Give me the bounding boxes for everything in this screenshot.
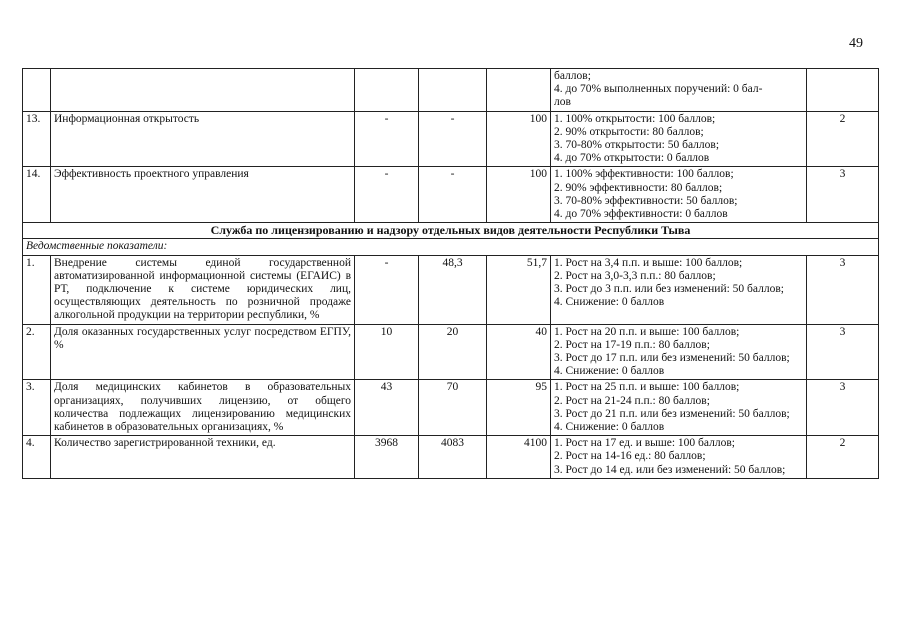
row-number: 1. (23, 255, 51, 324)
subsection-title: Ведомственные показатели: (23, 239, 879, 255)
value-3 (487, 69, 551, 112)
indicator-name: Количество зарегистрированной техники, ед. (51, 436, 355, 479)
criteria-line: 1. Рост на 17 ед. и выше: 100 баллов; (554, 437, 735, 450)
criteria-line: 4. до 70% открытости: 0 баллов (554, 152, 710, 165)
weight-value: 3 (807, 167, 879, 223)
criteria-line: 3. Рост до 14 ед. или без изменений: 50 баллов; (554, 463, 786, 476)
section-title: Служба по лицензированию и надзору отдельных видов деятельности Республики Тыва (23, 223, 879, 239)
indicator-name: Эффективность проектного управления (51, 167, 355, 223)
table-row (23, 167, 879, 223)
criteria (551, 255, 807, 324)
row-number: 4. (23, 436, 51, 479)
value-3: 40 (487, 324, 551, 380)
value-2 (419, 69, 487, 112)
criteria (551, 324, 807, 380)
value-2: 48,3 (419, 255, 487, 324)
criteria (551, 380, 807, 436)
indicators-table (22, 68, 879, 479)
criteria-line: лов (554, 96, 571, 109)
criteria-line: баллов; (554, 70, 591, 82)
value-1: - (355, 111, 419, 167)
criteria (551, 69, 807, 112)
criteria-line: 2. Рост на 17-19 п.п.: 80 баллов; (554, 338, 710, 351)
table-row (23, 69, 879, 112)
criteria-line: 3. 70-80% открытости: 50 баллов; (554, 139, 720, 152)
value-2: - (419, 111, 487, 167)
criteria-line: 2. Рост на 3,0-3,3 п.п.: 80 баллов; (554, 269, 716, 282)
value-3: 51,7 (487, 255, 551, 324)
weight-value: 3 (807, 380, 879, 436)
criteria-line: 3. 70-80% эффективности: 50 баллов; (554, 194, 738, 207)
indicator-name: Внедрение системы единой государственной автоматизированной информационной системы (ЕГАИС) в РТ, подключение к системе юридических лиц, осуществляющих деятельность по розничной продаже алкогольной продукции на территории республики, % (51, 255, 355, 324)
value-3: 95 (487, 380, 551, 436)
subsection-header-row (23, 239, 879, 255)
indicator-name (51, 69, 355, 112)
weight-value: 3 (807, 255, 879, 324)
table-row (23, 255, 879, 324)
value-2: 4083 (419, 436, 487, 479)
criteria-line: 1. Рост на 25 п.п. и выше: 100 баллов; (554, 381, 740, 394)
criteria-line: 4. Снижение: 0 баллов (554, 421, 665, 434)
value-1: 43 (355, 380, 419, 436)
value-1: 10 (355, 324, 419, 380)
weight-value: 2 (807, 436, 879, 479)
criteria-line: 1. Рост на 3,4 п.п. и выше: 100 баллов; (554, 256, 743, 269)
value-1: 3968 (355, 436, 419, 479)
value-2: 20 (419, 324, 487, 380)
criteria-line: 4. до 70% выполненных поручений: 0 бал- (554, 83, 763, 96)
row-number: 13. (23, 111, 51, 167)
criteria-line: 4. до 70% эффективности: 0 баллов (554, 208, 728, 221)
criteria-line: 1. 100% открытости: 100 баллов; (554, 112, 716, 125)
criteria-line: 1. Рост на 20 п.п. и выше: 100 баллов; (554, 325, 740, 338)
criteria-line: 1. 100% эффективности: 100 баллов; (554, 168, 734, 181)
row-number: 14. (23, 167, 51, 223)
indicator-name: Доля оказанных государственных услуг посредством ЕГПУ, % (51, 324, 355, 380)
value-1: - (355, 255, 419, 324)
criteria-line: 2. Рост на 14-16 ед.: 80 баллов; (554, 450, 706, 463)
table-row (23, 436, 879, 479)
criteria-line: 3. Рост до 3 п.п. или без изменений: 50 баллов; (554, 283, 784, 296)
criteria (551, 167, 807, 223)
row-number: 3. (23, 380, 51, 436)
value-1: - (355, 167, 419, 223)
criteria-line: 4. Снижение: 0 баллов (554, 296, 665, 309)
criteria-line: 2. 90% открытости: 80 баллов; (554, 125, 704, 138)
indicator-name: Доля медицинских кабинетов в образовательных организациях, получивших лицензию, от общего количества подлежащих лицензированию медицинских кабинетов в образовательных организациях, % (51, 380, 355, 436)
value-3: 4100 (487, 436, 551, 479)
weight-value (807, 69, 879, 112)
row-number: 2. (23, 324, 51, 380)
value-3: 100 (487, 111, 551, 167)
criteria-line: 3. Рост до 21 п.п. или без изменений: 50 баллов; (554, 407, 790, 420)
table-row (23, 380, 879, 436)
table-row (23, 324, 879, 380)
weight-value: 3 (807, 324, 879, 380)
table-row (23, 111, 879, 167)
criteria (551, 111, 807, 167)
value-3: 100 (487, 167, 551, 223)
criteria-line: 3. Рост до 17 п.п. или без изменений: 50 баллов; (554, 352, 790, 365)
criteria-line: 4. Снижение: 0 баллов (554, 365, 665, 378)
criteria (551, 436, 807, 479)
indicator-name: Информационная открытость (51, 111, 355, 167)
value-1 (355, 69, 419, 112)
row-number (23, 69, 51, 112)
value-2: 70 (419, 380, 487, 436)
section-header-row (23, 223, 879, 239)
weight-value: 2 (807, 111, 879, 167)
criteria-line: 2. Рост на 21-24 п.п.: 80 баллов; (554, 394, 710, 407)
value-2: - (419, 167, 487, 223)
criteria-line: 2. 90% эффективности: 80 баллов; (554, 181, 723, 194)
table-body (23, 69, 879, 479)
page-number: 49 (849, 36, 863, 51)
